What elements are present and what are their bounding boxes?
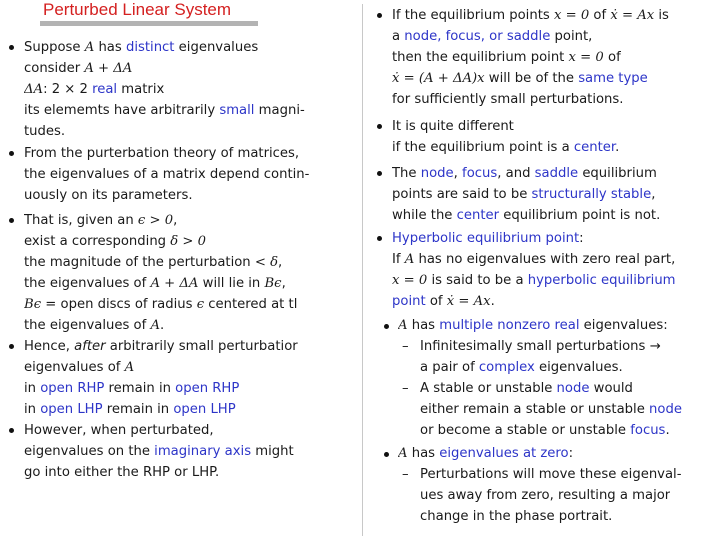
text-line: go into either the RHP or LHP. [24, 465, 220, 480]
text-line: eigenvalues of A [24, 360, 135, 375]
text-line: It is quite different [392, 119, 514, 134]
bullet-dot [384, 452, 389, 457]
text-line: Suppose A has distinct eigenvalues [24, 40, 259, 55]
text-line: consider A + ΔA [24, 61, 133, 76]
bullet-dot [384, 324, 389, 329]
text-line: The node, focus, and saddle equilibrium [392, 166, 657, 181]
text-line: A has eigenvalues at zero: [398, 446, 574, 461]
text-line: That is, given an ϵ > 0, [24, 213, 178, 228]
text-line: A has multiple nonzero real eigenvalues: [398, 318, 668, 333]
text-line: ΔA: 2 × 2 real matrix [24, 82, 165, 97]
text-line: However, when perturbated, [24, 423, 214, 438]
text-line: ues away from zero, resulting a major [420, 488, 671, 503]
text-line: change in the phase portrait. [420, 509, 613, 524]
sub-bullet-dash: – [402, 381, 409, 396]
text-line: If the equilibrium points x = 0 of ẋ = Ax is [392, 8, 669, 23]
text-line: while the center equilibrium point is not. [392, 208, 661, 223]
text-line: its elememts have arbitrarily small magni- [24, 103, 305, 118]
text-line: A stable or unstable node would [420, 381, 633, 396]
bullet-dot [377, 124, 382, 129]
text-line: Hyperbolic equilibrium point: [392, 231, 584, 246]
text-line: a pair of complex eigenvalues. [420, 360, 623, 375]
text-line: the eigenvalues of A. [24, 318, 165, 333]
text-line: Perturbations will move these eigenval- [420, 467, 682, 482]
text-line: for sufficiently small perturbations. [392, 92, 624, 107]
bullet-dot [9, 218, 14, 223]
bullet-dot [9, 428, 14, 433]
text-line: tudes. [24, 124, 66, 139]
bullet-dot [9, 151, 14, 156]
bullet-dot [377, 236, 382, 241]
column-divider [362, 4, 363, 536]
bullet-dot [377, 13, 382, 18]
text-line: points are said to be structurally stable, [392, 187, 656, 202]
text-line: From the purterbation theory of matrices, [24, 146, 300, 161]
text-line: or become a stable or unstable focus. [420, 423, 670, 438]
bullet-dot [377, 171, 382, 176]
sub-bullet-dash: – [402, 339, 409, 354]
text-line: Infinitesimally small perturbations → [420, 339, 661, 354]
text-line: x = 0 is said to be a hyperbolic equilibrium [392, 273, 676, 288]
text-line: uously on its parameters. [24, 188, 193, 203]
text-line: If A has no eigenvalues with zero real part, [392, 252, 676, 267]
text-line: the eigenvalues of a matrix depend contin- [24, 167, 310, 182]
text-line: in open RHP remain in open RHP [24, 381, 240, 396]
text-line: the magnitude of the perturbation < δ, [24, 255, 283, 270]
text-line: a node, focus, or saddle point, [392, 29, 593, 44]
sub-bullet-dash: – [402, 467, 409, 482]
text-line: eigenvalues on the imaginary axis might [24, 444, 294, 459]
text-line: exist a corresponding δ > 0 [24, 234, 206, 249]
text-line: in open LHP remain in open LHP [24, 402, 236, 417]
bullet-dot [9, 344, 14, 349]
text-line: if the equilibrium point is a center. [392, 140, 620, 155]
text-line: either remain a stable or unstable node [420, 402, 682, 417]
text-line: ẋ = (A + ΔA)x will be of the same type [392, 71, 648, 86]
title-underline-bar [40, 21, 258, 26]
text-line: the eigenvalues of A + ΔA will lie in Bϵ, [24, 276, 286, 291]
bullet-dot [9, 45, 14, 50]
text-line: Bϵ = open discs of radius ϵ centered at tl [24, 297, 298, 312]
slide-title: Perturbed Linear System [43, 0, 232, 19]
text-line: then the equilibrium point x = 0 of [392, 50, 621, 65]
text-line: Hence, after arbitrarily small perturbatior [24, 339, 298, 354]
text-line: point of ẋ = Ax. [392, 294, 495, 309]
